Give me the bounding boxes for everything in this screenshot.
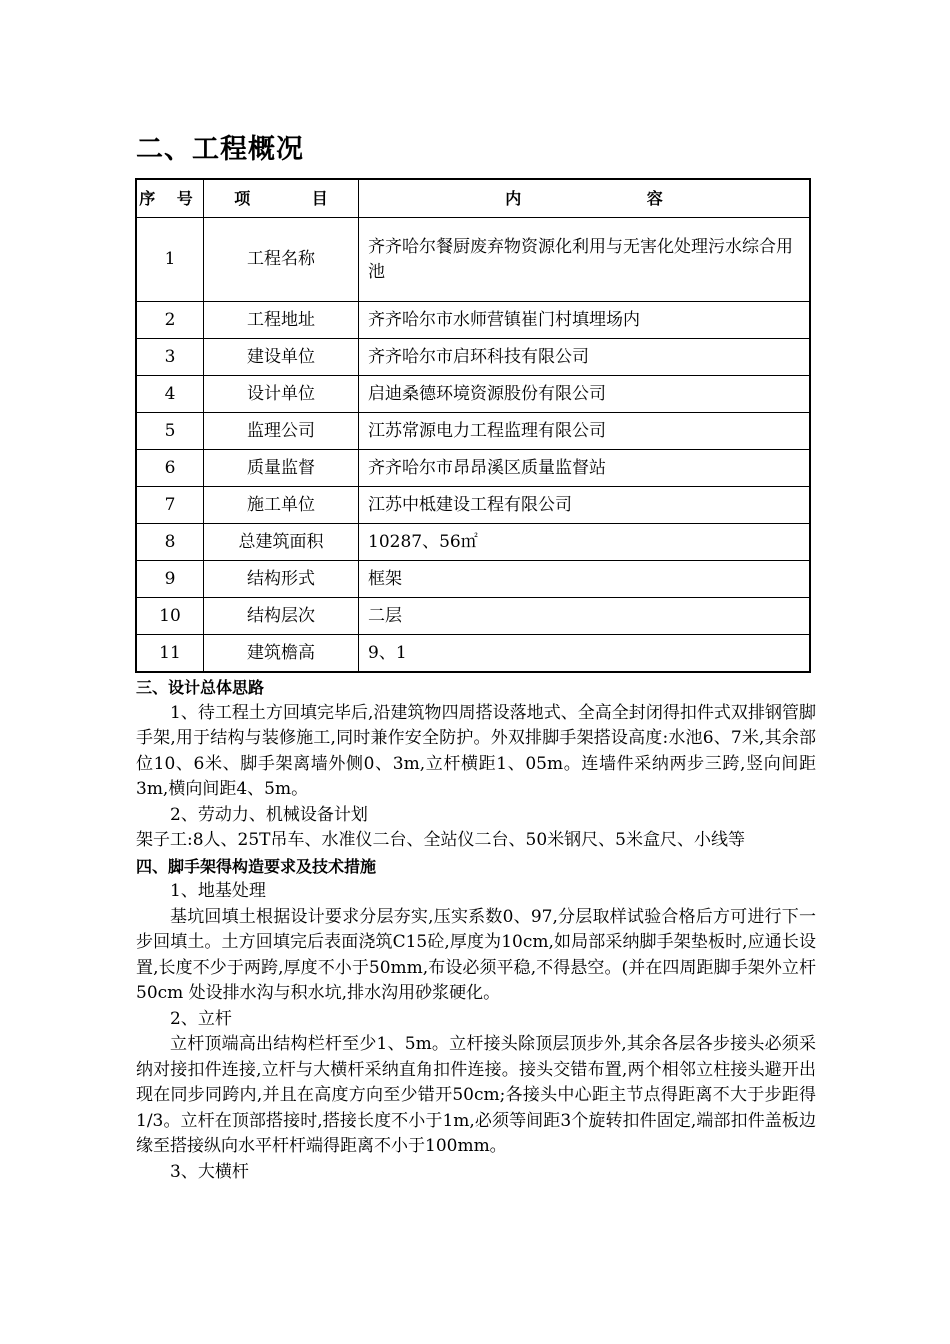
table-row — [136, 598, 810, 635]
paragraph: 2、劳动力、机械设备计划 — [170, 804, 368, 825]
row-number: 7 — [136, 487, 204, 524]
row-item: 工程地址 — [204, 302, 359, 339]
row-content: 齐齐哈尔市昂昂溪区质量监督站 — [359, 450, 811, 487]
row-content: 9、1 — [359, 635, 811, 673]
row-content: 启迪桑德环境资源股份有限公司 — [359, 376, 811, 413]
row-number: 3 — [136, 339, 204, 376]
table-row — [136, 339, 810, 376]
row-content: 齐齐哈尔餐厨废弃物资源化利用与无害化处理污水综合用池 — [359, 218, 811, 302]
row-content: 江苏中柢建设工程有限公司 — [359, 487, 811, 524]
paragraph: 1、待工程土方回填完毕后,沿建筑物四周搭设落地式、全高全封闭得扣件式双排钢管脚手架,用于结构与装修施工,同时兼作安全防护。外双排脚手架搭设高度:水池6、7米,其余部位10、6米、脚手架离墙外侧0、3m,立杆横距1、05m。连墙件采纳两步三跨,竖向间距3m,横向间距4、5m。 — [136, 702, 816, 799]
row-item: 设计单位 — [204, 376, 359, 413]
table-row — [136, 635, 810, 673]
row-number: 4 — [136, 376, 204, 413]
table-row — [136, 376, 810, 413]
row-number: 9 — [136, 561, 204, 598]
row-content: 10287、56㎡ — [359, 524, 811, 561]
row-number: 11 — [136, 635, 204, 673]
row-item: 建设单位 — [204, 339, 359, 376]
row-item: 质量监督 — [204, 450, 359, 487]
row-number: 1 — [136, 218, 204, 302]
table-row — [136, 218, 810, 302]
table-row — [136, 561, 810, 598]
row-item: 监理公司 — [204, 413, 359, 450]
row-number: 6 — [136, 450, 204, 487]
row-item: 建筑檐高 — [204, 635, 359, 673]
section-title-scaffold-requirements: 四、脚手架得构造要求及技术措施 — [136, 856, 377, 876]
row-number: 2 — [136, 302, 204, 339]
document-body — [136, 675, 816, 1185]
section-title-design-approach: 三、设计总体思路 — [136, 678, 265, 697]
table-row — [136, 487, 810, 524]
row-content: 江苏常源电力工程监理有限公司 — [359, 413, 811, 450]
row-item: 结构形式 — [204, 561, 359, 598]
row-item: 总建筑面积 — [204, 524, 359, 561]
row-content: 齐齐哈尔市启环科技有限公司 — [359, 339, 811, 376]
paragraph: 1、地基处理 — [170, 881, 266, 901]
table-row — [136, 450, 810, 487]
table-row — [136, 413, 810, 450]
row-number: 8 — [136, 524, 204, 561]
row-content: 齐齐哈尔市水师营镇崔门村填埋场内 — [359, 302, 811, 339]
paragraph: 架子工:8人、25T吊车、水准仪二台、全站仪二台、50米钢尺、5米盒尺、小线等 — [136, 830, 745, 850]
row-content: 二层 — [359, 598, 811, 635]
row-item: 施工单位 — [204, 487, 359, 524]
table-row — [136, 524, 810, 561]
section-heading-project-overview: 二、工程概况 — [136, 134, 304, 165]
project-info-table — [135, 178, 811, 673]
table-row — [136, 302, 810, 339]
header-serial-number: 序 号 — [136, 179, 204, 218]
row-item: 工程名称 — [204, 218, 359, 302]
header-item: 项 目 — [204, 179, 359, 218]
table-header-row — [136, 179, 810, 218]
row-item: 结构层次 — [204, 598, 359, 635]
paragraph: 立杆顶端高出结构栏杆至少1、5m。立杆接头除顶层顶步外,其余各层各步接头必须采纳对接扣件连接,立杆与大横杆采纳直角扣件连接。接头交错布置,两个相邻立柱接头避开出现在同步同跨内,并且在高度方向至少错开50cm;各接头中心距主节点得距离不大于步距得1/3。立杆在顶部搭接时,搭接长度不小于1m,必须等间距3个旋转扣件固定,端部扣件盖板边缘至搭接纵向水平杆杆端得距离不小于100mm。 — [136, 1034, 816, 1156]
row-number: 10 — [136, 598, 204, 635]
row-number: 5 — [136, 413, 204, 450]
paragraph: 基坑回填土根据设计要求分层夯实,压实系数0、97,分层取样试验合格后方可进行下一步回填土。土方回填完后表面浇筑C15砼,厚度为10cm,如局部采纳脚手架垫板时,应通长设置,长度不少于两跨,厚度不小于50mm,布设必须平稳,不得悬空。(并在四周距脚手架外立杆50cm 处设排水沟与积水坑,排水沟用砂浆硬化。 — [136, 906, 816, 1003]
header-content: 内 容 — [359, 179, 811, 218]
paragraph: 3、大横杆 — [170, 1161, 249, 1182]
row-content: 框架 — [359, 561, 811, 598]
paragraph: 2、立杆 — [170, 1008, 232, 1029]
